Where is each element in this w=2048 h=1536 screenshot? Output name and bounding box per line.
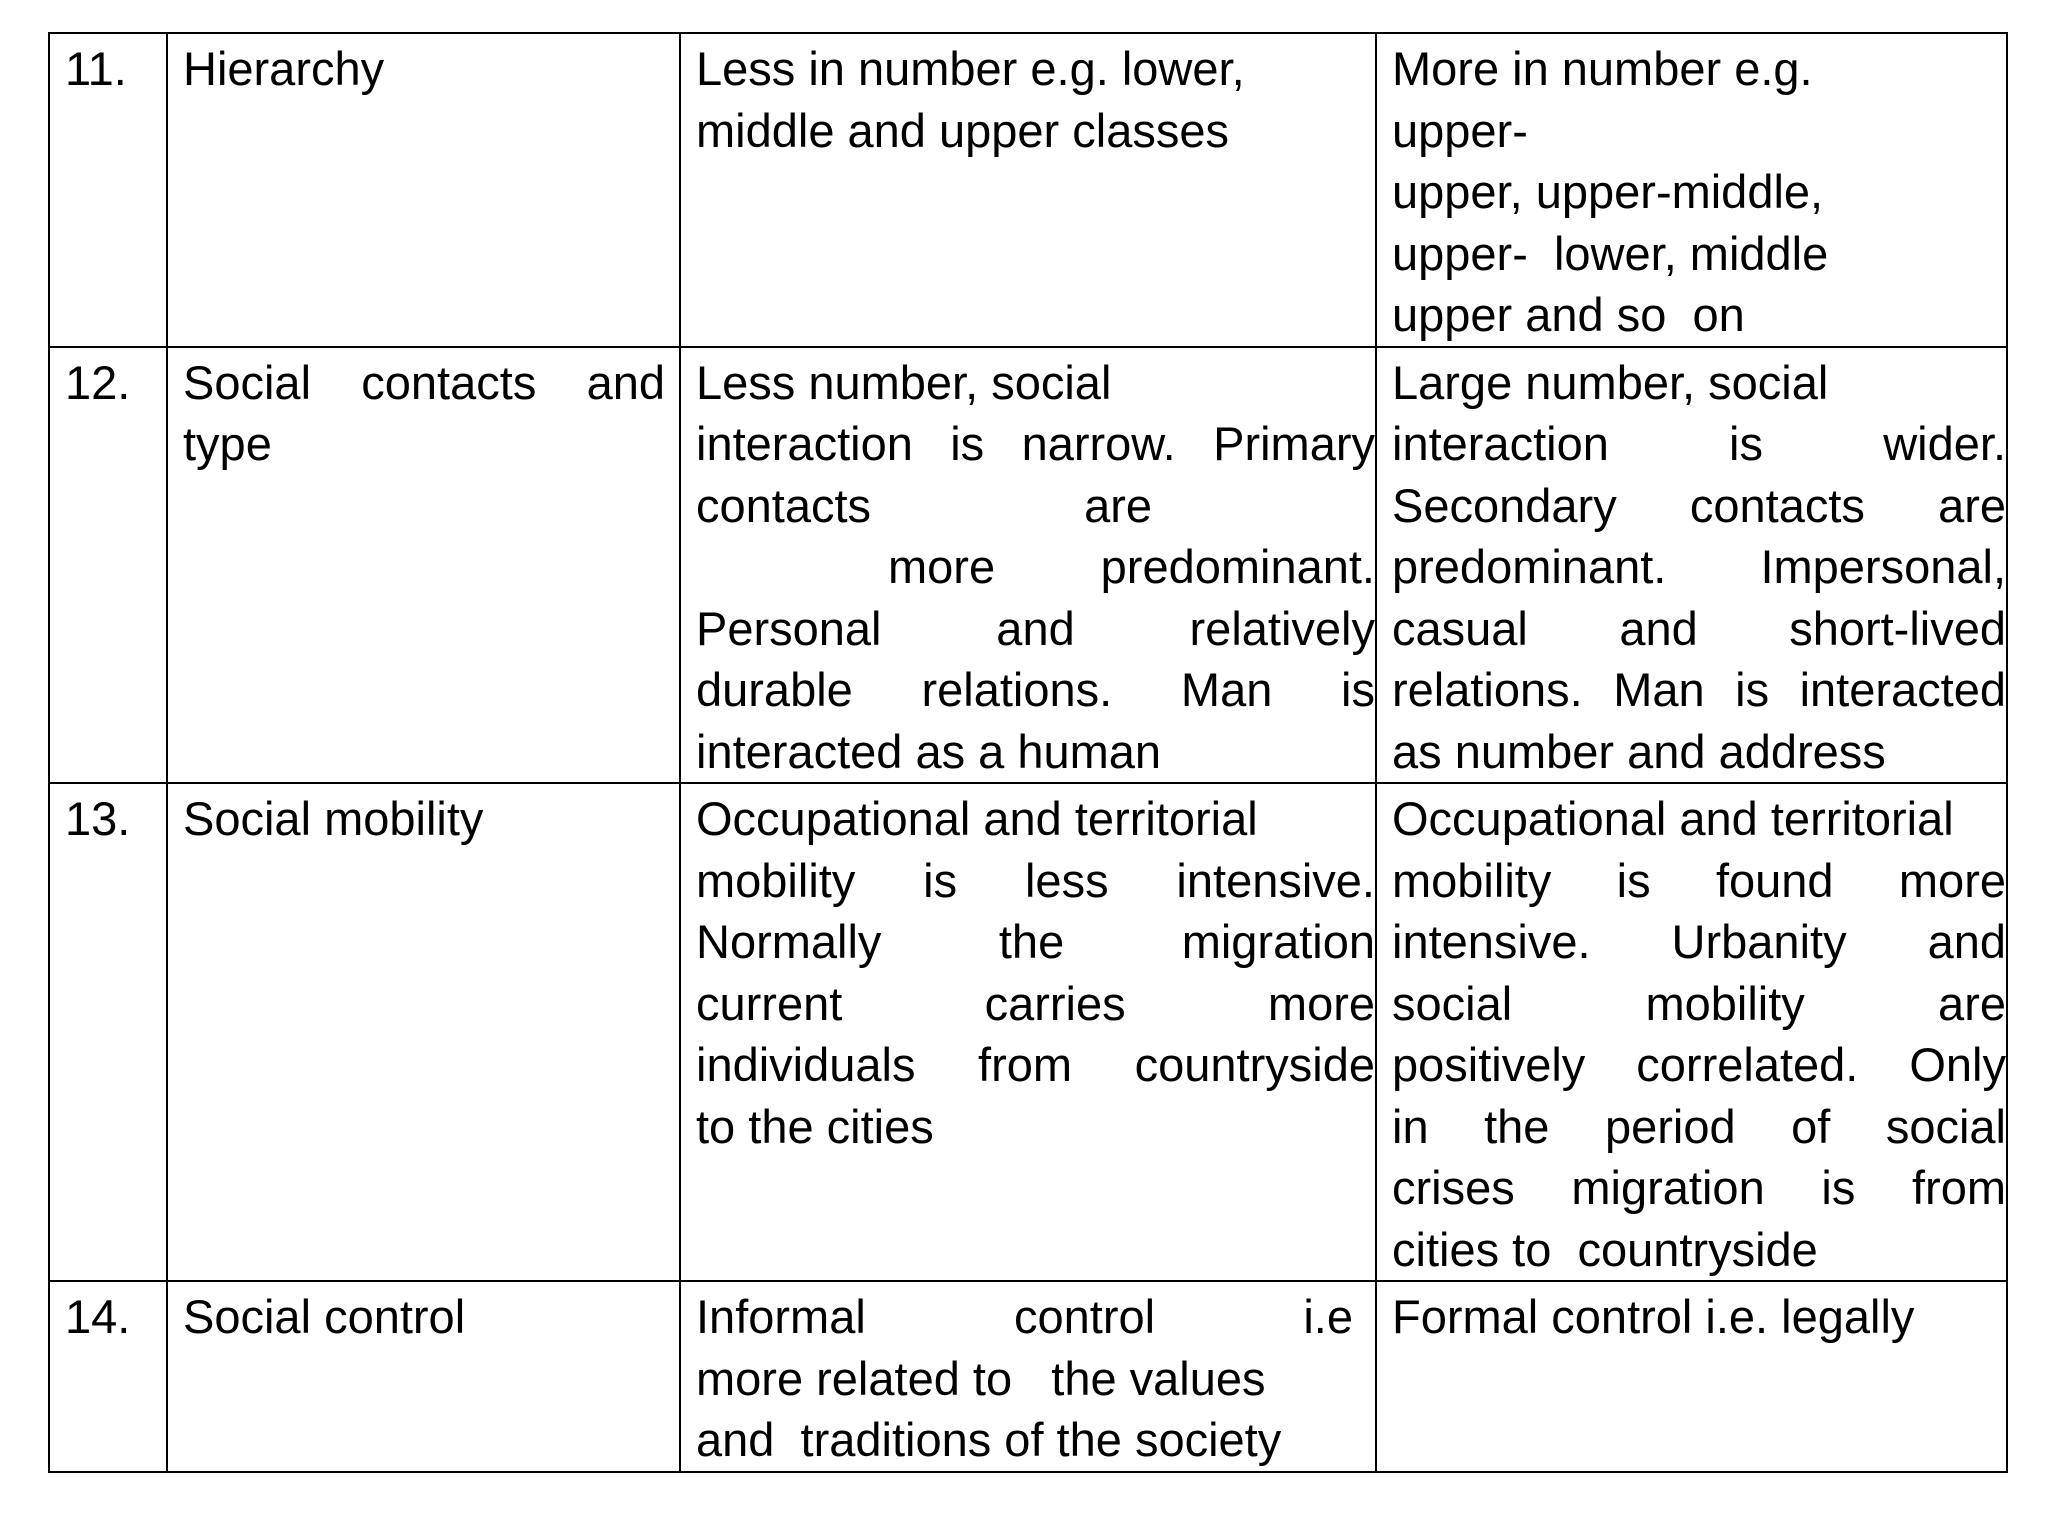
urban-cell [1376, 33, 2007, 347]
row-number-cell [49, 783, 167, 1281]
rural-text: Less number, social [696, 355, 1112, 409]
rural-text: more predominant. [888, 540, 1375, 593]
rural-cell [680, 783, 1376, 1281]
rural-text: Normally the migration [696, 915, 1375, 968]
aspect-cell [167, 783, 680, 1281]
urban-text: as number and address [1392, 724, 1886, 778]
urban-text: upper and so on [1392, 288, 1745, 341]
rural-text: and traditions of the society [696, 1413, 1282, 1466]
row-number: 12. [65, 355, 131, 409]
rural-cell [680, 347, 1376, 784]
table-row [49, 33, 2007, 347]
table-row [49, 783, 2007, 1281]
aspect-text: Social mobility [183, 792, 484, 845]
rural-text: mobility is less intensive. [696, 853, 1375, 907]
row-number: 11. [65, 42, 127, 95]
urban-text: in the period of social [1392, 1099, 2006, 1153]
rural-text: Informal control i.e [696, 1290, 1353, 1343]
urban-text: cities to countryside [1392, 1222, 1818, 1276]
urban-cell [1376, 347, 2007, 784]
urban-text: More in number e.g. [1392, 42, 1813, 95]
rural-text: Occupational and territorial [696, 792, 1258, 845]
row-number: 13. [65, 792, 131, 845]
aspect-cell [167, 1281, 680, 1472]
urban-text: upper- lower, middle [1392, 226, 1829, 280]
rural-text: Less in number e.g. lower, [696, 42, 1245, 95]
rural-text: contacts are [696, 478, 1153, 532]
rural-cell [680, 33, 1376, 347]
aspect-text: Hierarchy [183, 42, 385, 95]
urban-text: Large number, social [1392, 355, 1829, 409]
urban-text: mobility is found more [1392, 853, 2006, 907]
urban-text: upper- [1392, 103, 1528, 157]
rural-text: Personal and relatively [696, 601, 1375, 655]
urban-text: casual and short-lived [1392, 601, 2006, 655]
row-number-cell [49, 1281, 167, 1472]
urban-text: social mobility are [1392, 976, 2006, 1030]
urban-text: upper, upper-middle, [1392, 165, 1824, 218]
aspect-text: type [183, 417, 272, 470]
urban-text: intensive. Urbanity and [1392, 915, 2006, 968]
row-number-cell [49, 347, 167, 784]
table-row [49, 1281, 2007, 1472]
urban-cell [1376, 1281, 2007, 1472]
urban-text: relations. Man is interacted [1392, 663, 2006, 716]
rural-text: current carries more [696, 976, 1375, 1030]
rural-text: interaction is narrow. Primary [696, 417, 1375, 470]
rural-text: durable relations. Man is [696, 663, 1375, 716]
urban-text: crises migration is from [1392, 1161, 2006, 1214]
urban-text: positively correlated. Only [1392, 1038, 2006, 1091]
rural-text: more related to the values [696, 1351, 1266, 1405]
comparison-table [48, 32, 2008, 1473]
row-number: 14. [65, 1290, 131, 1343]
urban-text: Occupational and territorial [1392, 792, 1954, 845]
urban-text: Secondary contacts are [1392, 478, 2006, 532]
table-row [49, 347, 2007, 784]
rural-text: individuals from countryside [696, 1038, 1375, 1091]
urban-cell [1376, 783, 2007, 1281]
urban-text: interaction is wider. [1392, 417, 2006, 470]
rural-text: to the cities [696, 1099, 934, 1153]
rural-text: interacted as a human [696, 724, 1162, 778]
rural-cell [680, 1281, 1376, 1472]
row-number-cell [49, 33, 167, 347]
urban-text: Formal control i.e. legally [1392, 1290, 1915, 1343]
aspect-text: Social control [183, 1290, 466, 1343]
rural-text: middle and upper classes [696, 103, 1229, 157]
urban-text: predominant. Impersonal, [1392, 540, 2006, 593]
aspect-text: Social contacts and [183, 355, 665, 409]
aspect-cell [167, 347, 680, 784]
aspect-cell [167, 33, 680, 347]
